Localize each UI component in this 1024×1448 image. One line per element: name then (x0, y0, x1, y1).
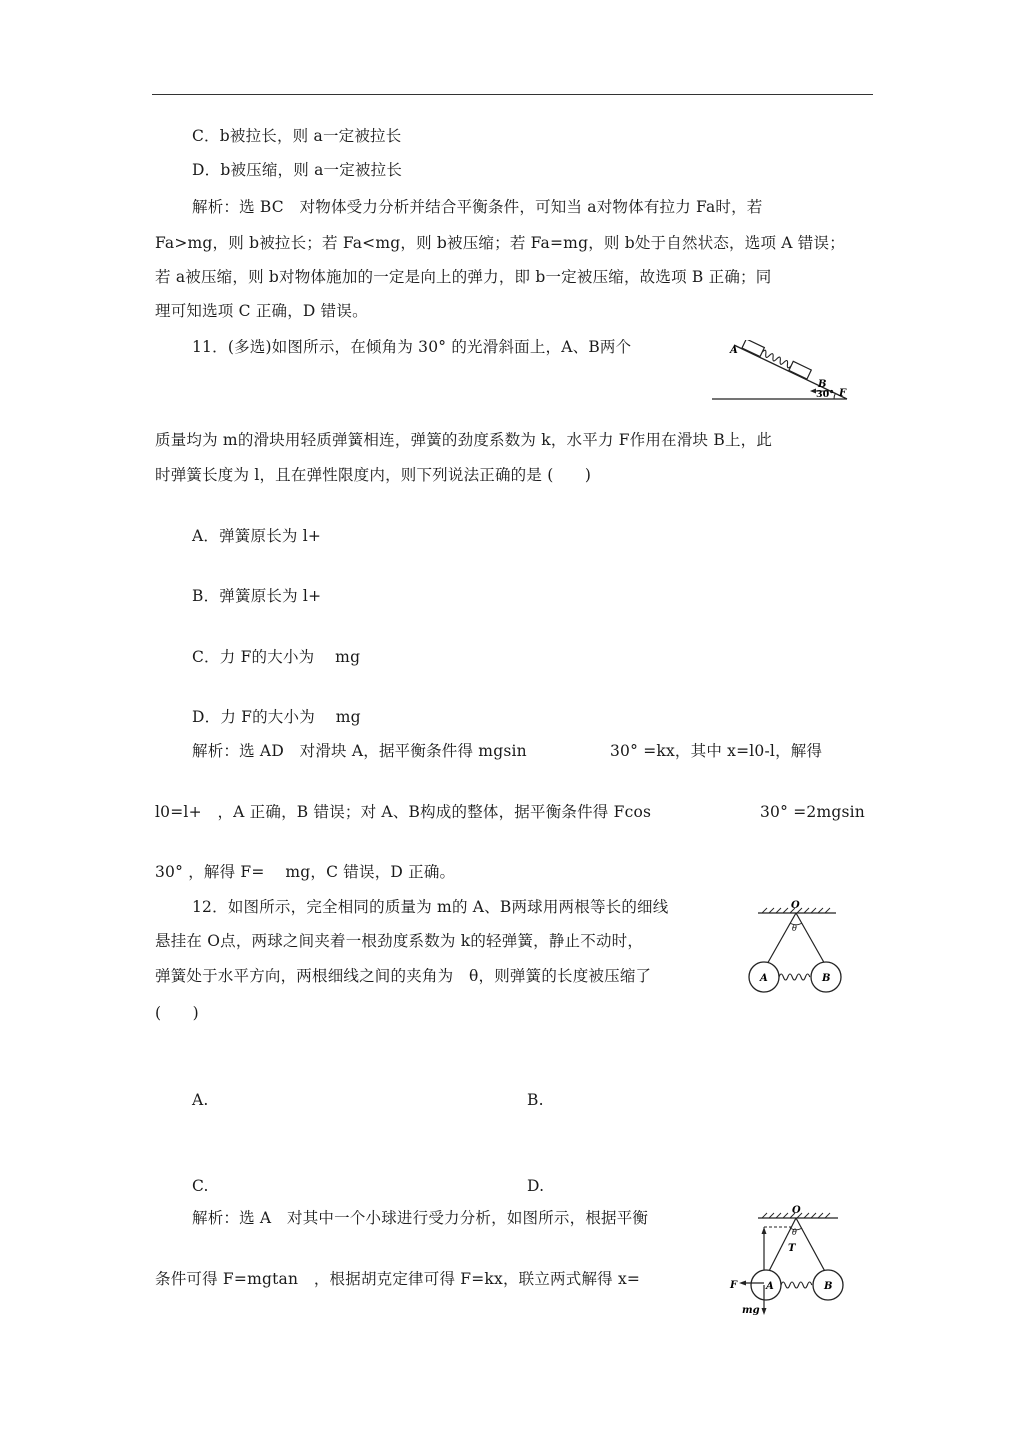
option-12-c: C. (192, 1177, 209, 1195)
force-analysis-diagram (726, 1203, 850, 1321)
solution-12-line-1: 解析：选 A 对其中一个小球进行受力分析，如图所示，根据平衡 (192, 1209, 649, 1227)
angle-label: 30° (816, 389, 834, 400)
incline-diagram (712, 340, 862, 412)
solution-10-line-1: 解析：选 BC 对物体受力分析并结合平衡条件，可知当 a对物体有拉力 Fa时，若 (192, 198, 763, 216)
label-theta: θ (792, 1228, 797, 1237)
option-11-d: D．力 F的大小为 mg (192, 708, 361, 726)
label-mg: mg (742, 1305, 760, 1316)
label-t: T (788, 1243, 796, 1254)
question-11-line-2: 质量均为 m的滑块用轻质弹簧相连，弹簧的劲度系数为 k，水平力 F作用在滑块 B上，此 (155, 431, 773, 449)
solution-10-line-2: Fa>mg，则 b被拉长；若 Fa<mg，则 b被压缩；若 Fa=mg，则 b处于自然状态，选项 A 错误； (155, 234, 845, 252)
option-11-a: A．弹簧原长为 l+ (192, 527, 322, 545)
label-b: B (822, 973, 831, 984)
option-12-b: B. (527, 1091, 544, 1109)
option-11-c: C．力 F的大小为 mg (192, 648, 361, 666)
label-o: O (792, 1205, 801, 1216)
solution-10-line-4: 理可知选项 C 正确，D 错误。 (155, 302, 368, 320)
option-c-line: C．b被拉长，则 a一定被拉长 (192, 127, 402, 145)
label-a: A (760, 973, 768, 984)
solution-11-line-1a: 解析：选 AD 对滑块 A，据平衡条件得 mgsin (192, 742, 527, 760)
question-11-line-3: 时弹簧长度为 l，且在弹性限度内，则下列说法正确的是 ( ) (155, 466, 592, 484)
label-f: F (839, 388, 847, 399)
solution-11-line-2b: 30° =2mgsin (760, 803, 865, 821)
label-f: F (730, 1280, 738, 1291)
question-12-line-1: 12．如图所示，完全相同的质量为 m的 A、B两球用两根等长的细线 (192, 898, 669, 916)
question-12-line-3: 弹簧处于水平方向，两根细线之间的夹角为 θ，则弹簧的长度被压缩了 (155, 967, 652, 985)
solution-10-line-3: 若 a被压缩，则 b对物体施加的一定是向上的弹力，即 b一定被压缩，故选项 B 正确；同 (155, 268, 772, 286)
label-a: A (730, 345, 738, 356)
solution-11-line-1b: 30° =kx，其中 x=l0-l，解得 (610, 742, 823, 760)
solution-11-line-3: 30° ，解得 F= mg，C 错误，D 正确。 (155, 863, 456, 881)
label-o: O (791, 900, 800, 911)
question-12-line-4: ( ) (155, 1004, 199, 1022)
label-b: B (824, 1281, 833, 1292)
label-b: B (818, 379, 827, 390)
option-d-line: D．b被压缩，则 a一定被拉长 (192, 161, 403, 179)
label-a: A (766, 1281, 774, 1292)
option-12-a: A. (192, 1091, 209, 1109)
question-11-line-1: 11．(多选)如图所示，在倾角为 30° 的光滑斜面上，A、B两个 (192, 338, 632, 356)
pendulum-diagram (738, 896, 850, 1002)
solution-12-line-2: 条件可得 F=mgtan ，根据胡克定律可得 F=kx，联立两式解得 x= (155, 1270, 641, 1288)
option-11-b: B．弹簧原长为 l+ (192, 587, 322, 605)
solution-11-line-2a: l0=l+ ，A 正确，B 错误；对 A、B构成的整体，据平衡条件得 Fcos (155, 803, 652, 821)
option-12-d: D. (527, 1177, 545, 1195)
label-theta: θ (792, 924, 797, 933)
question-12-line-2: 悬挂在 O点，两球之间夹着一根劲度系数为 k的轻弹簧，静止不动时， (155, 932, 644, 950)
header-rule (152, 94, 873, 95)
